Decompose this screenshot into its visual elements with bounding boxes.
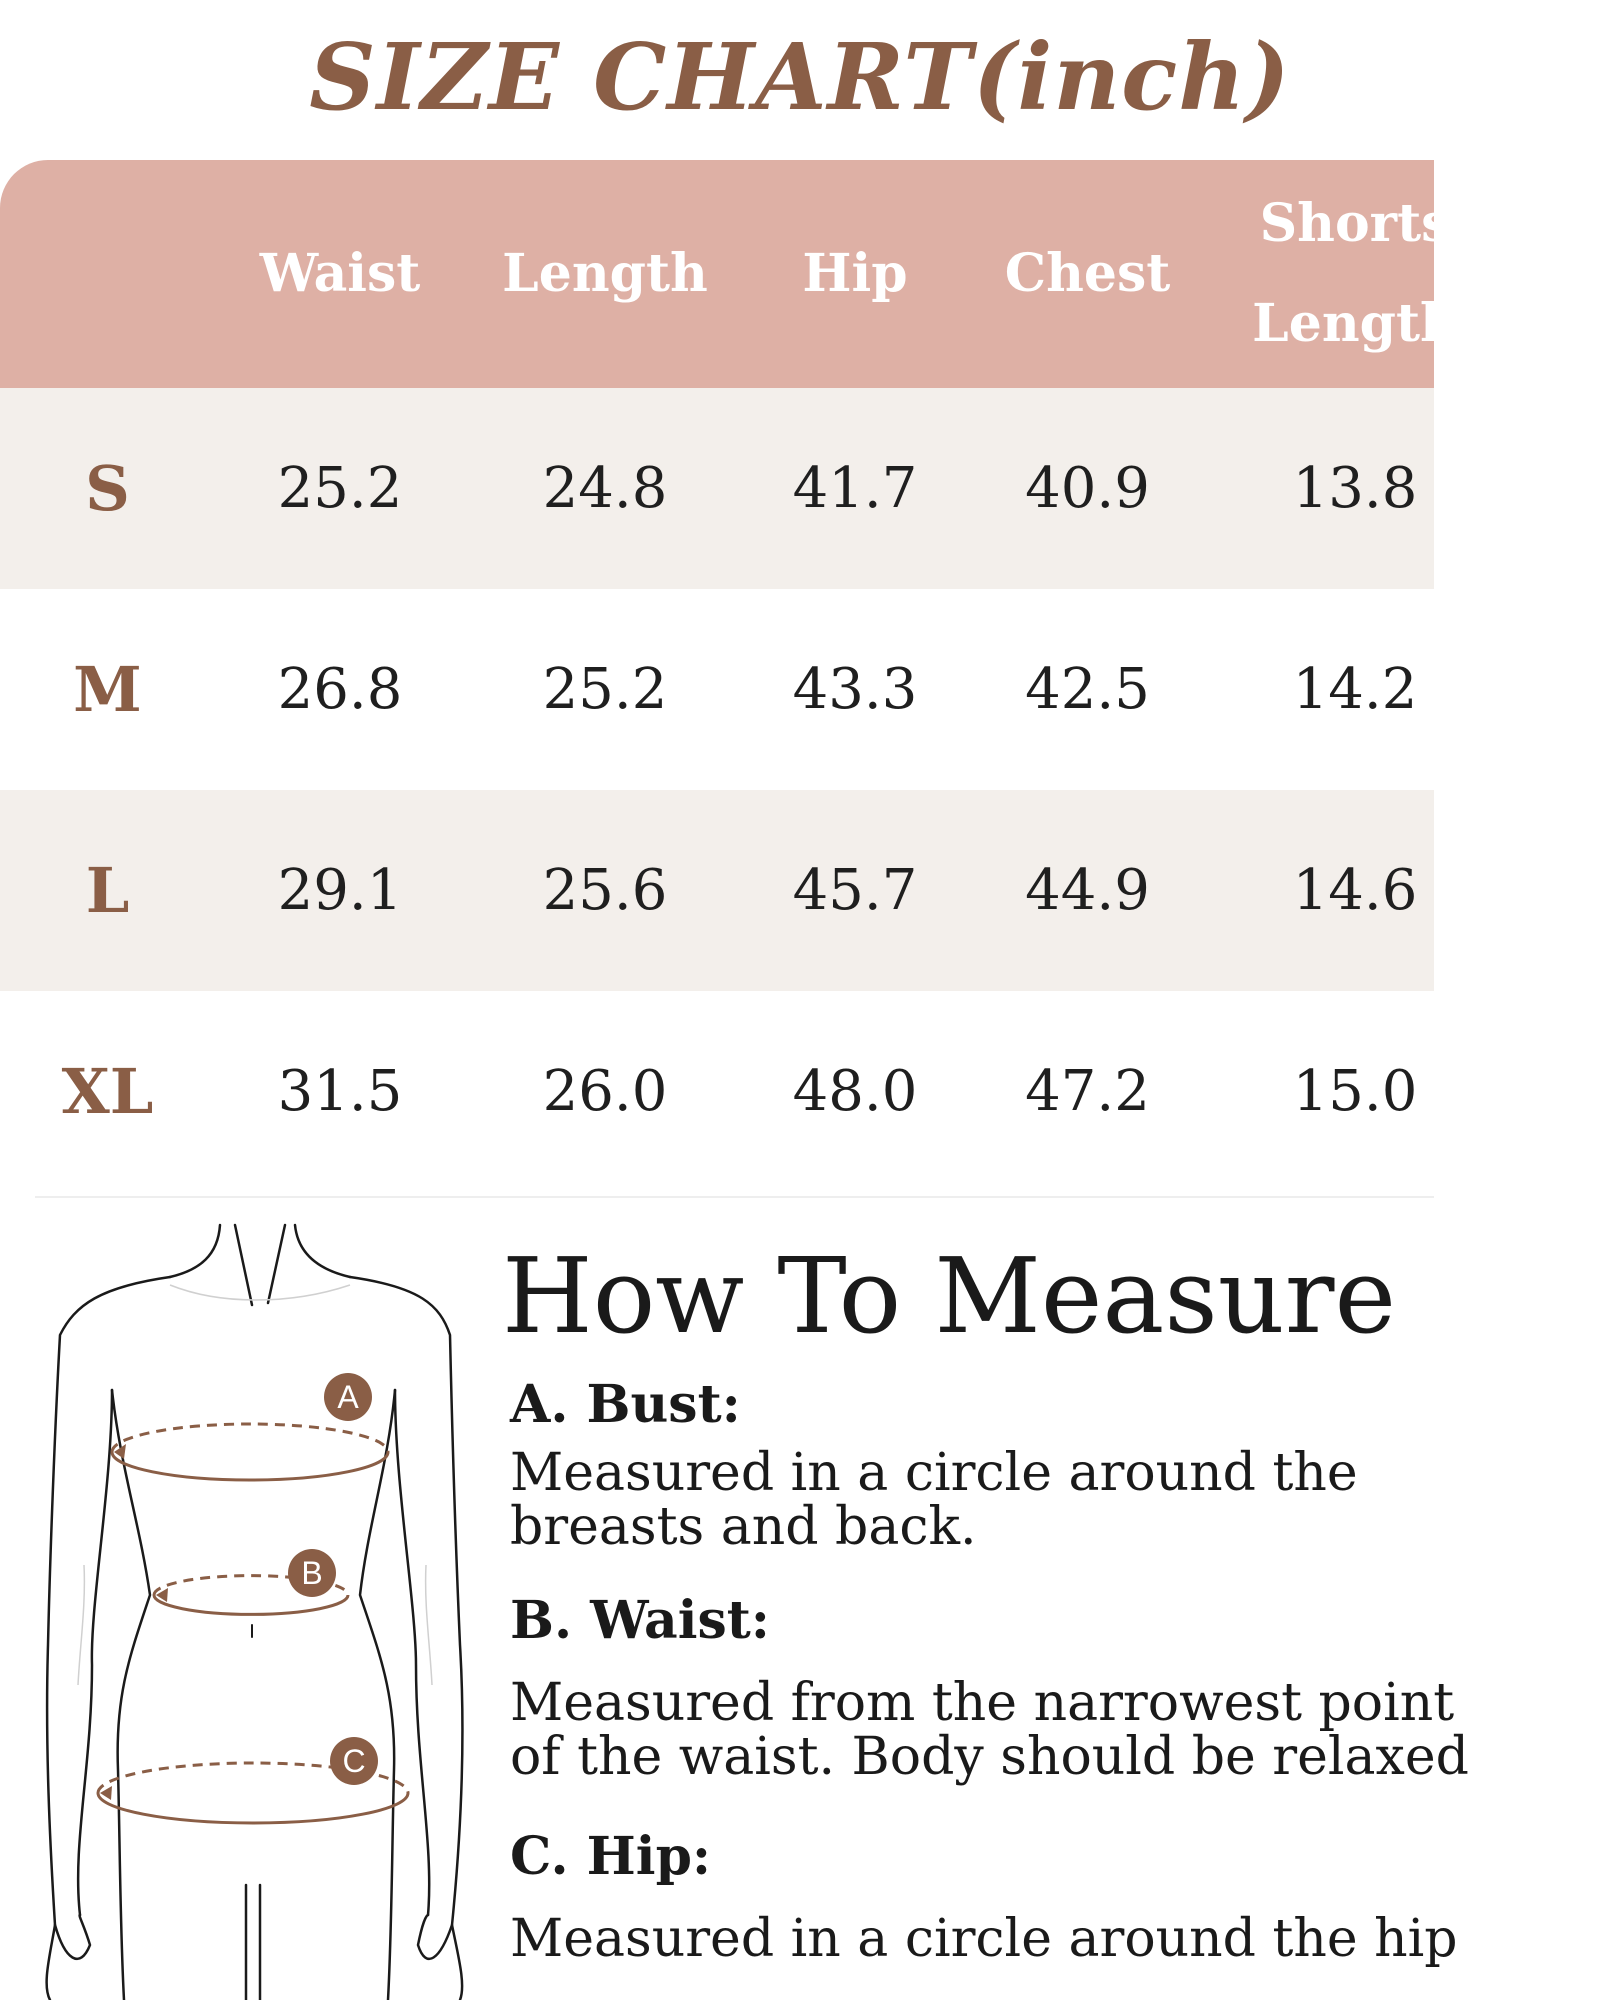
chest-value: 42.5 [1025, 657, 1150, 722]
hip-label: C. Hip: [510, 1826, 712, 1887]
size-label: M [73, 653, 142, 726]
description-line: Measured in a circle around the [510, 1443, 1358, 1503]
table-header-row [0, 160, 1458, 388]
size-chart-title: SIZE CHART(inch) [309, 23, 1291, 131]
description-line: Measured in a circle around the hip [510, 1909, 1458, 1969]
header-hip: Hip [802, 243, 908, 304]
length-value: 25.6 [542, 858, 668, 923]
length-value: 24.8 [542, 456, 668, 521]
size-table [0, 160, 1458, 1192]
chest-value: 44.9 [1025, 858, 1150, 923]
waist-value: 25.2 [277, 456, 403, 521]
header-size [10, 160, 205, 388]
description-line: Measured from the narrowest point [510, 1673, 1455, 1733]
waist-description [510, 1673, 1490, 1787]
length-value: 26.0 [542, 1059, 668, 1124]
hip-value: 48.0 [792, 1059, 918, 1124]
hip-value: 41.7 [792, 456, 918, 521]
table-row [0, 589, 1434, 790]
waist-value: 29.1 [277, 858, 403, 923]
table-row [0, 790, 1434, 991]
marker-c-icon [330, 1737, 378, 1785]
bust-label: A. Bust: [510, 1374, 741, 1435]
shorts-length-value: 14.2 [1292, 657, 1418, 722]
header-chest: Chest [1004, 243, 1171, 304]
hip-description [510, 1909, 1490, 1969]
size-label: S [85, 452, 130, 525]
description-line: of the waist. Body should be relaxed [510, 1727, 1469, 1787]
waist-value: 31.5 [277, 1059, 403, 1124]
shorts-length-value: 14.6 [1292, 858, 1418, 923]
hip-value: 43.3 [792, 657, 918, 722]
size-label: L [85, 854, 130, 927]
chest-value: 40.9 [1025, 456, 1150, 521]
waist-value: 26.8 [277, 657, 403, 722]
chest-value: 47.2 [1025, 1059, 1150, 1124]
header-shorts-length: Shorts Length [1252, 193, 1458, 354]
shorts-length-value: 15.0 [1292, 1059, 1418, 1124]
size-label: XL [61, 1055, 154, 1128]
bust-description [510, 1443, 1490, 1557]
svg-text:C: C [342, 1743, 366, 1779]
header-waist: Waist [259, 243, 421, 304]
marker-a-icon [324, 1373, 372, 1421]
marker-b-icon [288, 1549, 336, 1597]
section-divider [35, 1196, 1434, 1198]
waist-label: B. Waist: [510, 1590, 770, 1651]
header-length: Length [502, 243, 708, 304]
length-value: 25.2 [542, 657, 668, 722]
table-row [0, 991, 1434, 1192]
svg-text:B: B [301, 1555, 323, 1591]
description-line: breasts and back. [510, 1497, 977, 1557]
table-row [0, 388, 1434, 589]
hip-value: 45.7 [792, 858, 918, 923]
shorts-length-value: 13.8 [1292, 456, 1418, 521]
svg-text:A: A [337, 1379, 359, 1415]
how-to-measure-title: How To Measure [502, 1235, 1397, 1357]
body-measurement-figure [20, 1225, 480, 2000]
